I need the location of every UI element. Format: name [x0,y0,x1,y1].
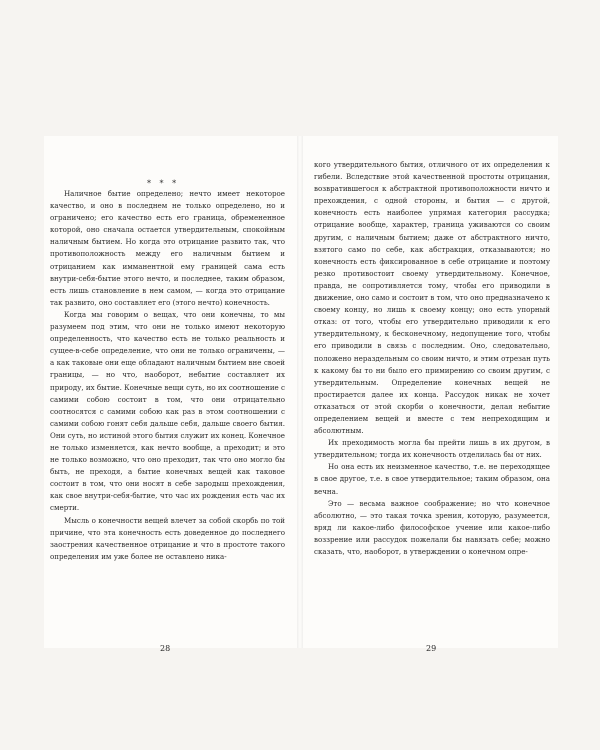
left-page-text [50,188,285,563]
right-paragraph-3: Но она есть их неизменное качество, т.е. не переходящее в свое другое, т.е. в свое утвердительное; таким образом, она вечна. [314,462,550,496]
left-paragraph-1: Наличное бытие определено; нечто имеет некоторое качество, и оно в последнем не только определено, но и ограничено; его качество есть его граница, обремененное которой, оно сначала остается утвердительным, спокойным наличным бытием. Но когда это отрицание развито так, что противоположность между его наличным бытием и отрицанием как имманентной ему границей сама есть внутри-себя-бытие этого нечто, и последнее, таким образом, есть лишь становление в нем самом, — когда это отрицание так развито, оно составляет его (этого нечто) конечность. [50,189,285,307]
section-separator: * * * [147,179,180,188]
right-paragraph-4: Это — весьма важное соображение; но что конечное абсолютно, — это такая точка зрения, которую, разумеется, вряд ли какое-либо философское учение или какое-либо воззрение или рассудок пожелали бы навязать себе; можно сказать, что, наоборот, в утверждении о конечном опре- [314,498,550,556]
left-paragraph-3: Мысль о конечности вещей влечет за собой скорбь по той причине, что эта конечность есть доведенное до последнего заострения качественное отрицание и что в простоте такого определения им уже более не оставлено ника- [50,515,285,561]
left-page [50,188,285,563]
right-page-text [314,159,550,558]
right-paragraph-2: Их преходимость могла бы прейти лишь в их другом, в утвердительном; тогда их конечность отделилась бы от них. [314,438,550,460]
left-page-number: 28 [160,644,171,653]
book-gutter [297,136,303,648]
left-paragraph-2: Когда мы говорим о вещах, что они конечны, то мы разумеем под этим, что они не только имеют некоторую определенность, что качество есть не только реальность и сущее-в-себе определение, что они не только ограничены, — а как таковые они еще обладают наличным бытием вне своей границы, — но что, наоборот, небытие составляет их природу, их бытие. Конечные вещи суть, но их соотношение с самими собою состоит в том, что они отрицательно соотносятся с самими собою как раз в этом соотношении с самими собою гонят себя дальше себя, дальше своего бытия. Они суть, но истиной этого бытия служит их конец. Конечное не только изменяется, как нечто вообще, а преходит; и это не только возможно, что оно преходит, так что оно могло бы быть, не преходя, а бытие конечных вещей как таковое состоит в том, что они носят в себе зародыш прехождения, как свое внутри-себя-бытие, что час их рождения есть час их смерти. [50,309,285,513]
right-page-number: 29 [426,644,437,653]
right-paragraph-1: кого утвердительного бытия, отличного от их определения к гибели. Вследствие этой качественной простоты отрицания, возвратившегося к абстрактной противоположности ничто и прехождения, с одной стороны, и бытия — с другой, конечность есть наиболее упрямая категория рассудка; отрицание вообще, характер, граница уживаются со своим другим, с наличным бытием; даже от абстрактного ничто, взятого само по себе, как абстракция, отказываются; но конечность есть фиксированное в себе отрицание и поэтому резко противостоит своему утвердительному. Конечное, правда, не сопротивляется тому, чтобы его приводили в движение, оно само и состоит в том, что оно предназначено к своему концу, но лишь к своему концу; оно есть упорный отказ: от того, чтобы его утвердительно приводили к его утвердительному, к бесконечному, недопущение того, чтобы его приводили в связь с последним. Оно, следовательно, положено нераздельным со своим ничто, и этим отрезан путь к какому бы то ни было его примирению со своим другим, с утвердительным. Определение конечных вещей не простирается далее их конца. Рассудок никак не хочет отказаться от этой скорби о конечности, делая небытие определением вещей и вместе с тем непреходящим и абсолютным. [314,160,550,436]
right-page [314,159,550,558]
